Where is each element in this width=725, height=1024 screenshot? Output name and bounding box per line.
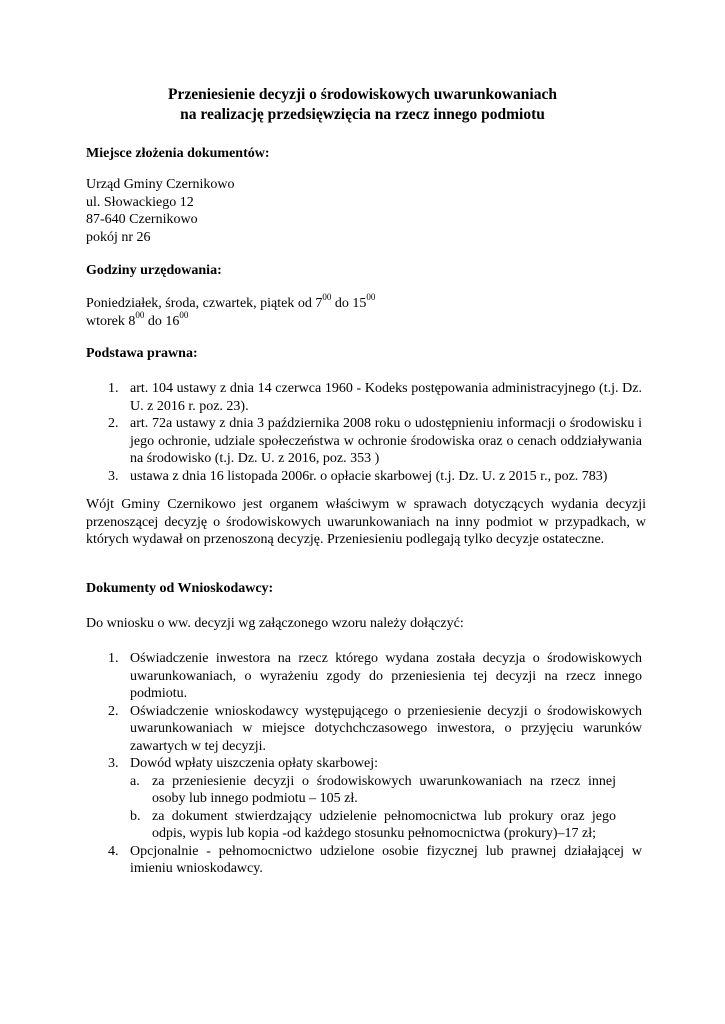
hours-superscript: 00 (322, 292, 332, 303)
legal-basis-heading: Podstawa prawna: (86, 346, 198, 361)
list-item-number: 2. (108, 416, 119, 431)
document-title-line-1: Przeniesienie decyzji o środowiskowych uwarunkowaniach (168, 86, 557, 103)
hours-superscript: 00 (179, 309, 189, 320)
hours-superscript: 00 (135, 309, 145, 320)
hours-text: wtorek 8 (86, 313, 136, 329)
list-item (86, 415, 642, 468)
location-address (86, 176, 646, 246)
hours-heading: Godziny urzędowania: (86, 263, 222, 278)
hours-line-1 (86, 292, 646, 313)
hours-line-2 (86, 309, 646, 331)
address-line: 87-640 Czernikowo (86, 212, 198, 227)
legal-basis-list (86, 380, 646, 485)
hours-text: do 15 (331, 296, 367, 311)
list-item-number: 3. (108, 468, 119, 484)
list-item-text: Oświadczenie inwestora na rzecz którego wydana została decyzja o środowiskowych uwarunkowaniach, o wyrażeniu zgody do przeniesienia tej decyzji na rzecz innego podmiotu. (130, 651, 642, 701)
authority-paragraph: Wójt Gminy Czernikowo jest organem właściwym w sprawach dotyczących wydania decyzji przenoszącej decyzję o środowiskowych uwarunkowaniach na inny podmiot w przypadkach, w których wydawał on przenoszoną decyzję. Przeniesieniu podlegają tylko decyzje ostateczne. (86, 497, 646, 547)
sub-list-item-letter: b. (130, 808, 141, 824)
list-item (86, 380, 642, 415)
documents-intro: Do wniosku o ww. decyzji wg załączonego wzoru należy dołączyć: (86, 616, 464, 631)
list-item (86, 703, 642, 756)
hours-text: Poniedziałek, środa, czwartek, piątek od 7 (86, 296, 323, 311)
list-item (86, 650, 642, 703)
sub-list-item (130, 808, 616, 843)
location-heading: Miejsce złożenia dokumentów: (86, 146, 270, 161)
list-item (86, 468, 642, 486)
list-item-text: art. 72a ustawy z dnia 3 października 2008 roku o udostępnieniu informacji o środowisku i jego ochronie, udziale społeczeństwa w ochronie środowiska oraz o cenach oddziaływania na środowisko (t.j. Dz. U. z 2016, poz. 353 ) (130, 416, 642, 466)
hours-block (86, 292, 646, 330)
sub-list-item-text: za przeniesienie decyzji o środowiskowych uwarunkowaniach na rzecz innej osoby lub innego podmiotu – 105 zł. (152, 773, 616, 806)
list-item-number: 2. (108, 703, 119, 719)
list-item-text: ustawa z dnia 16 listopada 2006r. o opłacie skarbowej (t.j. Dz. U. z 2015 r., poz. 783) (130, 468, 608, 484)
hours-superscript: 00 (366, 292, 376, 303)
list-item (86, 755, 642, 843)
address-line: ul. Słowackiego 12 (86, 194, 194, 210)
list-item-number: 3. (108, 756, 119, 771)
list-item-text: Dowód wpłaty uiszczenia opłaty skarbowej: (130, 756, 379, 771)
sub-list-item-letter: a. (130, 773, 140, 789)
address-line: Urząd Gminy Czernikowo (86, 177, 235, 192)
list-item-number: 1. (108, 651, 119, 666)
list-item-text: Oświadczenie wnioskodawcy występującego o przeniesienie decyzji o środowiskowych uwarunkowaniach w miejsce dotychchczasowego inwestora, o przyjęciu warunków zawartych w tej decyzji. (130, 703, 642, 754)
documents-heading: Dokumenty od Wnioskodawcy: (86, 581, 274, 596)
list-item (86, 843, 642, 878)
documents-list (86, 650, 646, 878)
list-item-number: 4. (108, 843, 119, 859)
address-line: pokój nr 26 (86, 229, 151, 245)
sub-list-item (130, 773, 616, 808)
hours-text: do 16 (144, 313, 180, 329)
sub-list-item-text: za dokument stwierdzający udzielenie pełnomocnictwa lub prokury oraz jego odpis, wypis lub kopia -od każdego stosunku pełnomocnictwa (prokury)–17 zł; (152, 808, 616, 841)
document-title-line-2: na realizację przedsięwzięcia na rzecz innego podmiotu (180, 106, 545, 123)
list-item-text: Opcjonalnie - pełnomocnictwo udzielone osobie fizycznej lub prawnej działającej w imieniu wnioskodawcy. (130, 843, 642, 876)
list-item-text: art. 104 ustawy z dnia 14 czerwca 1960 - Kodeks postępowania administracyjnego (t.j. Dz. U. z 2016 r. poz. 23). (130, 381, 642, 414)
list-item-number: 1. (108, 381, 119, 396)
